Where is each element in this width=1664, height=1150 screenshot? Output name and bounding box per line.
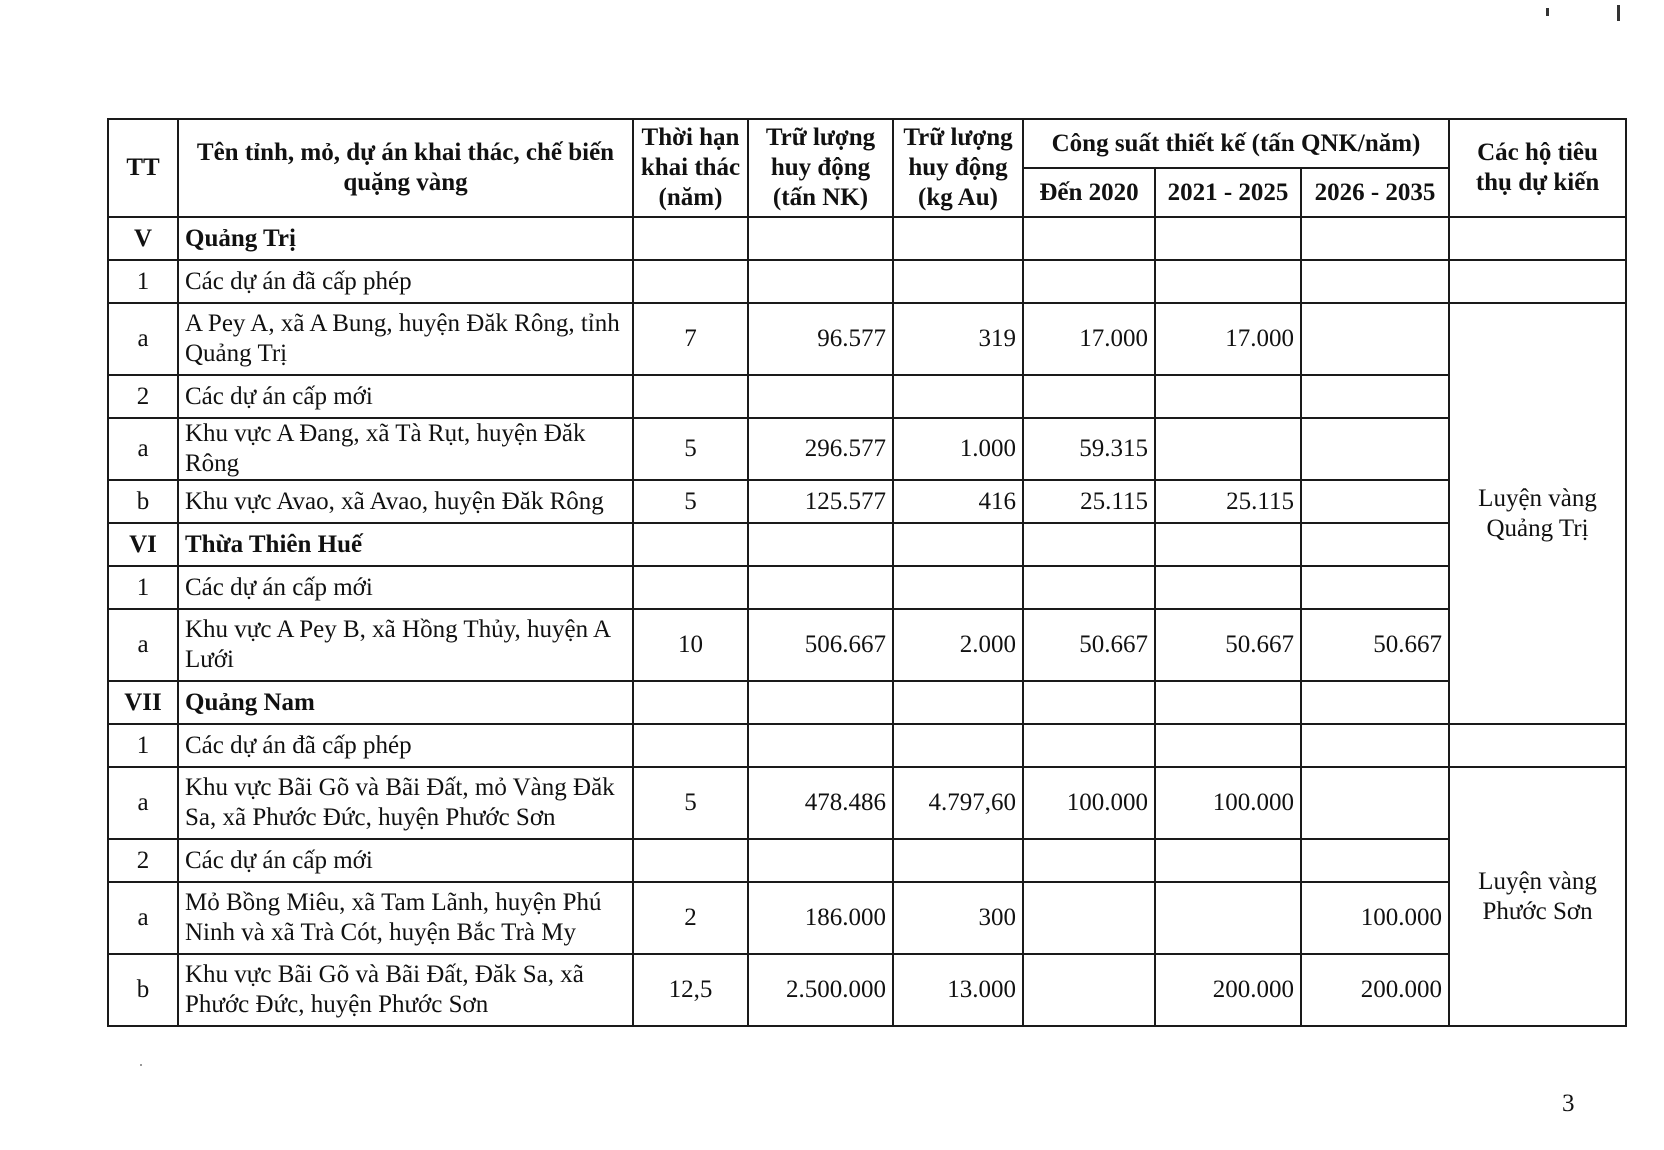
row-cap-2025: 25.115 (1155, 480, 1301, 523)
row-tt: 1 (108, 260, 178, 303)
consumer-phuoc-son: Luyện vàng Phước Sơn (1449, 767, 1626, 1026)
row-cap-2020: 50.667 (1023, 609, 1155, 681)
row-tt: V (108, 217, 178, 260)
table-row (108, 882, 1626, 954)
table-row (108, 767, 1626, 839)
row-reserve-au: 2.000 (893, 609, 1023, 681)
table-row (108, 480, 1626, 523)
row-reserve-ore: 96.577 (748, 303, 893, 375)
row-cap-2020: 25.115 (1023, 480, 1155, 523)
row-tt: b (108, 480, 178, 523)
header-reserve-ore: Trữ lượng huy động (tấn NK) (748, 119, 893, 217)
row-name: Các dự án cấp mới (178, 839, 633, 882)
row-cap-2020 (1023, 882, 1155, 954)
row-term: 5 (633, 767, 748, 839)
row-name: Khu vực Bãi Gõ và Bãi Đất, mỏ Vàng Đăk Sa, xã Phước Đức, huyện Phước Sơn (178, 767, 633, 839)
row-name: Khu vực Avao, xã Avao, huyện Đăk Rông (178, 480, 633, 523)
row-name: Các dự án đã cấp phép (178, 724, 633, 767)
table-row (108, 523, 1626, 566)
table-row (108, 839, 1626, 882)
row-name: Khu vực Bãi Gõ và Bãi Đất, Đăk Sa, xã Phước Đức, huyện Phước Sơn (178, 954, 633, 1026)
table-row (108, 724, 1626, 767)
row-cap-2035 (1301, 767, 1449, 839)
row-reserve-au: 13.000 (893, 954, 1023, 1026)
row-name: Các dự án cấp mới (178, 566, 633, 609)
row-tt: a (108, 418, 178, 480)
row-name: Các dự án cấp mới (178, 375, 633, 418)
row-tt: 1 (108, 566, 178, 609)
row-reserve-au: 300 (893, 882, 1023, 954)
scan-mark (1617, 5, 1620, 21)
row-reserve-au: 1.000 (893, 418, 1023, 480)
table-row (108, 260, 1626, 303)
row-cap-2035 (1301, 418, 1449, 480)
header-2020: Đến 2020 (1023, 168, 1155, 217)
row-cap-2025: 100.000 (1155, 767, 1301, 839)
gold-mining-table (107, 118, 1627, 1027)
row-name: Quảng Nam (178, 681, 633, 724)
row-tt: VI (108, 523, 178, 566)
row-cap-2020: 100.000 (1023, 767, 1155, 839)
row-cap-2035 (1301, 303, 1449, 375)
row-tt: 2 (108, 375, 178, 418)
table-row (108, 566, 1626, 609)
table-row (108, 303, 1626, 375)
row-cap-2020 (1023, 954, 1155, 1026)
row-tt: a (108, 882, 178, 954)
row-tt: 2 (108, 839, 178, 882)
row-cap-2025: 50.667 (1155, 609, 1301, 681)
row-cap-2035: 100.000 (1301, 882, 1449, 954)
row-cap-2020: 17.000 (1023, 303, 1155, 375)
row-cap-2025 (1155, 418, 1301, 480)
row-reserve-ore: 125.577 (748, 480, 893, 523)
header-2021-2025: 2021 - 2025 (1155, 168, 1301, 217)
row-name: Thừa Thiên Huế (178, 523, 633, 566)
row-cap-2035: 200.000 (1301, 954, 1449, 1026)
table-row (108, 954, 1626, 1026)
row-reserve-ore: 506.667 (748, 609, 893, 681)
table-row (108, 609, 1626, 681)
row-reserve-ore: 478.486 (748, 767, 893, 839)
header-term: Thời hạn khai thác (năm) (633, 119, 748, 217)
row-reserve-ore: 186.000 (748, 882, 893, 954)
row-cap-2035: 50.667 (1301, 609, 1449, 681)
header-reserve-au: Trữ lượng huy động (kg Au) (893, 119, 1023, 217)
table-row (108, 375, 1626, 418)
row-cap-2025: 17.000 (1155, 303, 1301, 375)
header-tt: TT (108, 119, 178, 217)
table-row (108, 681, 1626, 724)
scan-mark (1546, 8, 1549, 16)
row-name: Quảng Trị (178, 217, 633, 260)
row-reserve-ore: 296.577 (748, 418, 893, 480)
row-term: 12,5 (633, 954, 748, 1026)
consumer-quang-tri: Luyện vàng Quảng Trị (1449, 303, 1626, 724)
row-tt: a (108, 767, 178, 839)
row-reserve-au: 4.797,60 (893, 767, 1023, 839)
row-tt: 1 (108, 724, 178, 767)
page-number: 3 (1562, 1090, 1575, 1117)
row-tt: a (108, 609, 178, 681)
row-reserve-au: 416 (893, 480, 1023, 523)
row-cap-2020: 59.315 (1023, 418, 1155, 480)
row-name: Mỏ Bồng Miêu, xã Tam Lãnh, huyện Phú Ninh và xã Trà Cót, huyện Bắc Trà My (178, 882, 633, 954)
row-term: 10 (633, 609, 748, 681)
row-cap-2025 (1155, 882, 1301, 954)
header-consumers: Các hộ tiêu thụ dự kiến (1449, 119, 1626, 217)
header-name: Tên tỉnh, mỏ, dự án khai thác, chế biến quặng vàng (178, 119, 633, 217)
table-row (108, 418, 1626, 480)
row-term: 5 (633, 480, 748, 523)
scan-mark (140, 1064, 142, 1066)
row-reserve-au: 319 (893, 303, 1023, 375)
row-name: Khu vực A Đang, xã Tà Rụt, huyện Đăk Rông (178, 418, 633, 480)
row-cap-2035 (1301, 480, 1449, 523)
row-name: Các dự án đã cấp phép (178, 260, 633, 303)
row-term: 7 (633, 303, 748, 375)
header-capacity: Công suất thiết kế (tấn QNK/năm) (1023, 119, 1449, 168)
row-term: 5 (633, 418, 748, 480)
row-tt: VII (108, 681, 178, 724)
row-name: A Pey A, xã A Bung, huyện Đăk Rông, tỉnh Quảng Trị (178, 303, 633, 375)
row-term: 2 (633, 882, 748, 954)
table-row (108, 217, 1626, 260)
row-reserve-ore: 2.500.000 (748, 954, 893, 1026)
row-cap-2025: 200.000 (1155, 954, 1301, 1026)
row-tt: a (108, 303, 178, 375)
row-tt: b (108, 954, 178, 1026)
row-name: Khu vực A Pey B, xã Hồng Thủy, huyện A Lưới (178, 609, 633, 681)
header-2026-2035: 2026 - 2035 (1301, 168, 1449, 217)
